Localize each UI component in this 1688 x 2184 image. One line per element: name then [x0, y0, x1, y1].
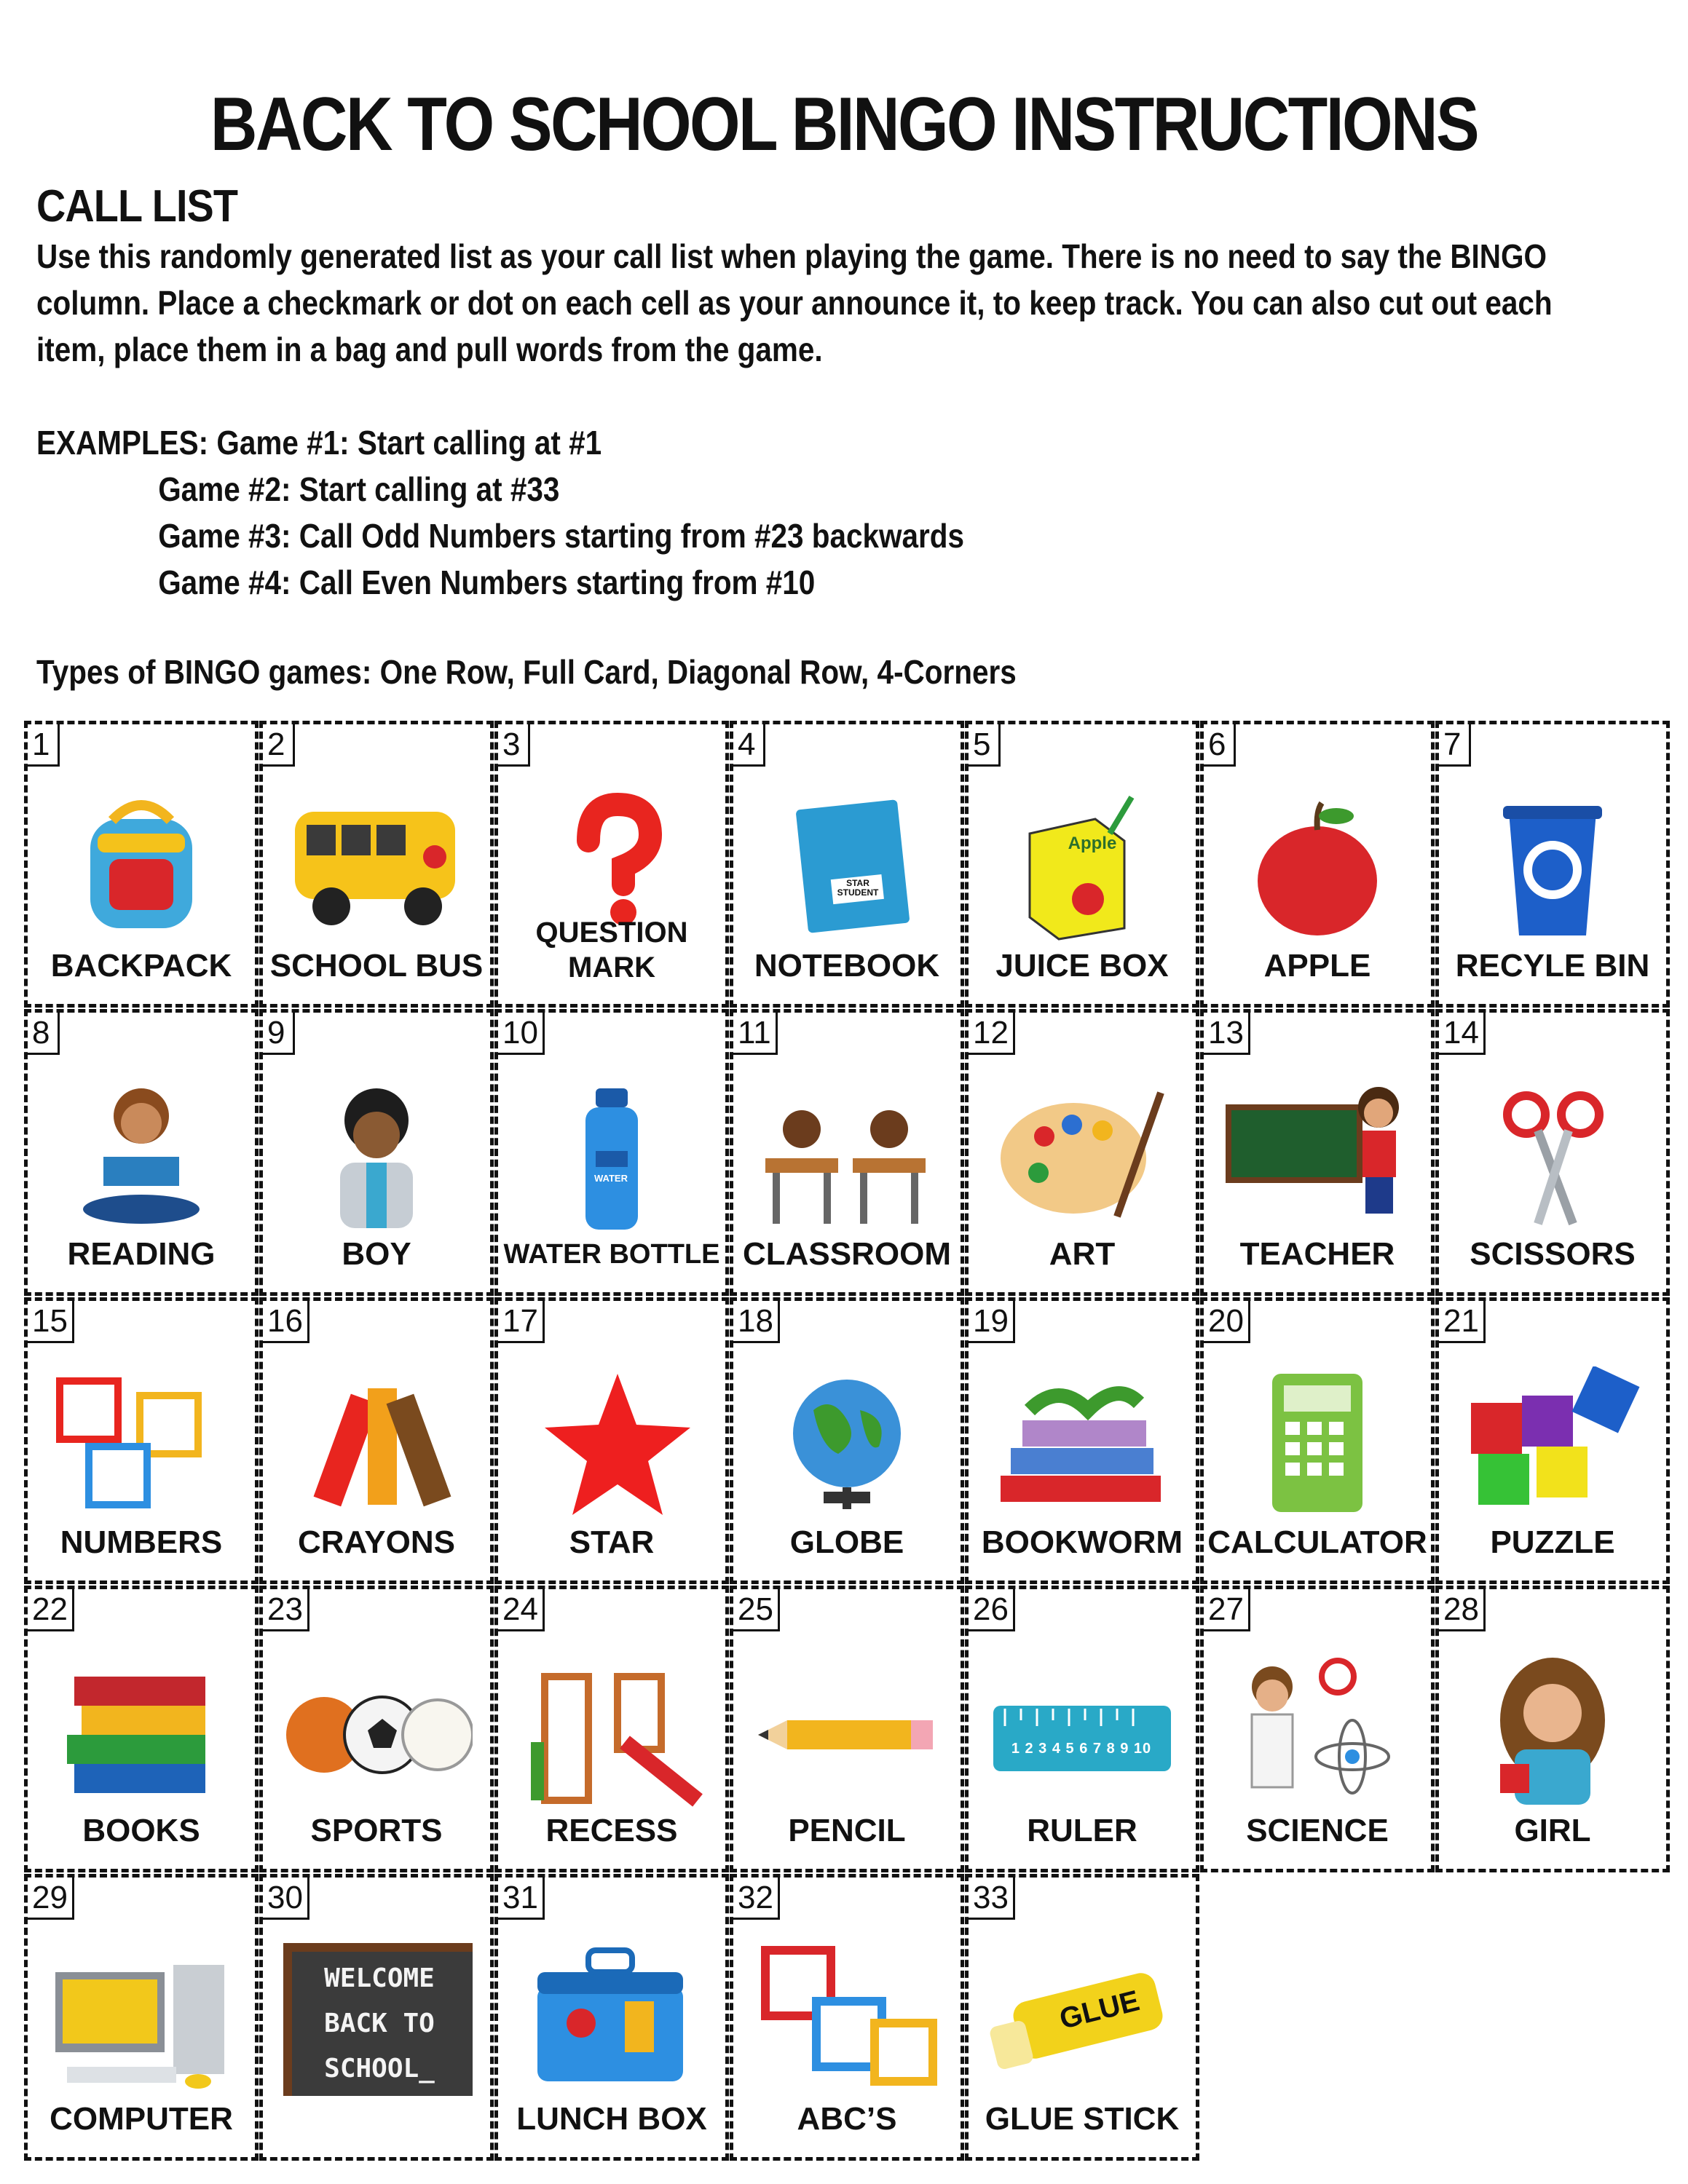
- icon-caption: STAR STUDENT: [837, 878, 879, 898]
- cell-label: RULER: [1027, 1813, 1137, 1848]
- cell-number: 3: [498, 724, 530, 767]
- cell-label: READING: [67, 1236, 216, 1272]
- cell-number: 26: [969, 1589, 1015, 1631]
- cell-label: SCISSORS: [1470, 1236, 1636, 1272]
- bingo-cell: [965, 1586, 1199, 1872]
- cell-label: GLOBE: [789, 1524, 904, 1560]
- number-blocks-icon: [45, 1366, 237, 1519]
- cell-number: 4: [733, 724, 765, 767]
- cell-label: SCHOOL BUS: [269, 948, 484, 984]
- books-icon: [45, 1655, 237, 1808]
- bingo-cell: [965, 1297, 1199, 1584]
- cell-number: 11: [733, 1013, 778, 1055]
- cell-number: 32: [733, 1878, 780, 1920]
- cell-number: 27: [1204, 1589, 1250, 1631]
- bingo-cell: [24, 1297, 259, 1584]
- bookworm-icon: [986, 1366, 1178, 1519]
- bingo-cell: [730, 721, 964, 1008]
- scientist-icon: [1221, 1655, 1413, 1808]
- lunch-box-icon: [516, 1943, 708, 2096]
- bingo-cell: [24, 1586, 259, 1872]
- cell-number: 33: [969, 1878, 1015, 1920]
- bingo-cell: [965, 1009, 1199, 1296]
- cell-label: PUZZLE: [1490, 1524, 1615, 1560]
- cell-number: 16: [263, 1301, 309, 1343]
- example-line: Game #2: Start calling at #33: [158, 470, 560, 508]
- examples-list: [36, 419, 964, 606]
- cell-number: 7: [1439, 724, 1471, 767]
- crayons-icon: [280, 1366, 473, 1519]
- cell-number: 1: [28, 724, 60, 767]
- cell-number: 30: [263, 1878, 309, 1920]
- instructions-paragraph: Use this randomly generated list as your call list when playing the game. There is no need to say the BINGO column. Place a checkmark or dot on each cell as your announce it, to keep track. You can also cut out each item, place them in a bag and pull words from the game.: [36, 237, 1553, 368]
- cell-number: 22: [28, 1589, 74, 1631]
- notebook-icon: [751, 790, 943, 943]
- bingo-cell: [1200, 1586, 1435, 1872]
- chalkboard-icon: [280, 1943, 473, 2096]
- cell-number: 8: [28, 1013, 60, 1055]
- cell-label: COMPUTER: [50, 2101, 233, 2137]
- icon-caption: 1 2 3 4 5 6 7 8 9 10: [1011, 1741, 1152, 1757]
- water-bottle-icon: [516, 1078, 708, 1231]
- bingo-cell: [1435, 1586, 1670, 1872]
- cell-number: 23: [263, 1589, 309, 1631]
- backpack-icon: [45, 790, 237, 943]
- cell-label: NOTEBOOK: [754, 948, 940, 984]
- playground-icon: [516, 1655, 708, 1808]
- bingo-cell: [24, 1874, 259, 2161]
- bingo-cell: [965, 721, 1199, 1008]
- cell-number: 19: [969, 1301, 1015, 1343]
- cell-number: 28: [1439, 1589, 1486, 1631]
- bingo-cell: [494, 1009, 729, 1296]
- cell-label: CLASSROOM: [743, 1236, 951, 1272]
- computer-icon: [45, 1943, 237, 2096]
- cell-number: 31: [498, 1878, 545, 1920]
- cell-number: 29: [28, 1878, 74, 1920]
- bingo-cell: [259, 1586, 494, 1872]
- cell-label: RECYLE BIN: [1455, 948, 1650, 984]
- paint-palette-icon: [986, 1078, 1178, 1231]
- bingo-cell: [1200, 721, 1435, 1008]
- cell-label: JUICE BOX: [995, 948, 1169, 984]
- bingo-cell: [259, 721, 494, 1008]
- cell-number: 14: [1439, 1013, 1486, 1055]
- cell-number: 20: [1204, 1301, 1250, 1343]
- example-line: EXAMPLES: Game #1: Start calling at #1: [36, 424, 602, 462]
- icon-caption: Apple: [1068, 834, 1117, 853]
- cell-number: 12: [969, 1013, 1015, 1055]
- cell-label: BOY: [342, 1236, 411, 1272]
- icon-caption: GLUE: [1056, 1985, 1143, 2035]
- icon-caption: WATER: [594, 1173, 628, 1184]
- cell-label: STAR: [569, 1524, 655, 1560]
- page-title: BACK TO SCHOOL BINGO INSTRUCTIONS: [210, 82, 1478, 167]
- cell-number: 6: [1204, 724, 1236, 767]
- girl-icon: [1456, 1655, 1649, 1808]
- bingo-cell: [1200, 1297, 1435, 1584]
- recycle-bin-icon: [1456, 790, 1649, 943]
- classroom-icon: [751, 1078, 943, 1231]
- globe-icon: [751, 1366, 943, 1519]
- cell-label: BOOKS: [82, 1813, 200, 1848]
- cell-number: 18: [733, 1301, 780, 1343]
- bingo-cell: [24, 721, 259, 1008]
- cell-label: GLUE STICK: [985, 2101, 1180, 2137]
- teacher-icon: [1221, 1078, 1413, 1231]
- bingo-cell: [730, 1297, 964, 1584]
- cell-number: 2: [263, 724, 295, 767]
- cell-label: APPLE: [1263, 948, 1371, 984]
- bingo-cell: [1435, 721, 1670, 1008]
- apple-icon: [1221, 790, 1413, 943]
- example-line: Game #3: Call Odd Numbers starting from #23 backwards: [158, 517, 965, 555]
- bingo-cell: [494, 721, 729, 1008]
- cell-number: 24: [498, 1589, 545, 1631]
- bingo-cell: [259, 1874, 494, 2161]
- cell-number: 25: [733, 1589, 780, 1631]
- cell-label: SPORTS: [310, 1813, 443, 1848]
- cell-number: 21: [1439, 1301, 1486, 1343]
- section-heading: CALL LIST: [36, 181, 238, 232]
- cell-label: ART: [1049, 1236, 1116, 1272]
- reading-girl-icon: [45, 1078, 237, 1231]
- cell-label: PENCIL: [788, 1813, 906, 1848]
- example-line: Game #4: Call Even Numbers starting from #10: [158, 563, 816, 601]
- juice-box-icon: [986, 790, 1178, 943]
- bingo-cell: [494, 1874, 729, 2161]
- bingo-cell: [259, 1297, 494, 1584]
- cell-label: WATER BOTTLE: [503, 1239, 720, 1270]
- cell-label: BACKPACK: [50, 948, 232, 984]
- abc-blocks-icon: [751, 1943, 943, 2096]
- cell-number: 15: [28, 1301, 74, 1343]
- cell-label: TEACHER: [1239, 1236, 1395, 1272]
- bingo-types: Types of BINGO games: One Row, Full Card, Diagonal Row, 4-Corners: [36, 653, 1017, 691]
- scissors-icon: [1456, 1078, 1649, 1231]
- boy-icon: [280, 1078, 473, 1231]
- glue-stick-icon: [986, 1943, 1178, 2096]
- cell-label: CALCULATOR: [1207, 1524, 1427, 1560]
- cell-number: 13: [1204, 1013, 1250, 1055]
- bingo-cell: [259, 1009, 494, 1296]
- icon-caption: WELCOME BACK TO SCHOOL_: [324, 1963, 435, 2084]
- bingo-cell: [730, 1009, 964, 1296]
- star-icon: [516, 1366, 708, 1519]
- bingo-cell: [494, 1586, 729, 1872]
- cell-label: SCIENCE: [1246, 1813, 1389, 1848]
- cell-label: LUNCH BOX: [516, 2101, 707, 2137]
- cell-number: 10: [498, 1013, 545, 1055]
- cell-number: 5: [969, 724, 1001, 767]
- cell-label: RECESS: [545, 1813, 678, 1848]
- bingo-cell: [730, 1586, 964, 1872]
- bingo-cell: [1435, 1297, 1670, 1584]
- cell-label: CRAYONS: [298, 1524, 455, 1560]
- bingo-cell: [24, 1009, 259, 1296]
- cell-label: ABC’S: [797, 2101, 897, 2137]
- bingo-cell: [965, 1874, 1199, 2161]
- bingo-cell: [730, 1874, 964, 2161]
- cell-label: NUMBERS: [60, 1524, 223, 1560]
- cell-number: 17: [498, 1301, 545, 1343]
- ruler-icon: [986, 1655, 1178, 1808]
- school-bus-icon: [280, 790, 473, 943]
- cell-label: GIRL: [1514, 1813, 1591, 1848]
- bingo-cell: [494, 1297, 729, 1584]
- cell-label: BOOKWORM: [981, 1524, 1183, 1560]
- cell-label: QUESTION MARK: [535, 917, 688, 984]
- pencil-icon: [751, 1655, 943, 1808]
- puzzle-icon: [1456, 1366, 1649, 1519]
- calculator-icon: [1221, 1366, 1413, 1519]
- sports-balls-icon: [280, 1655, 473, 1808]
- cell-number: 9: [263, 1013, 295, 1055]
- bingo-cell: [1200, 1009, 1435, 1296]
- bingo-cell: [1435, 1009, 1670, 1296]
